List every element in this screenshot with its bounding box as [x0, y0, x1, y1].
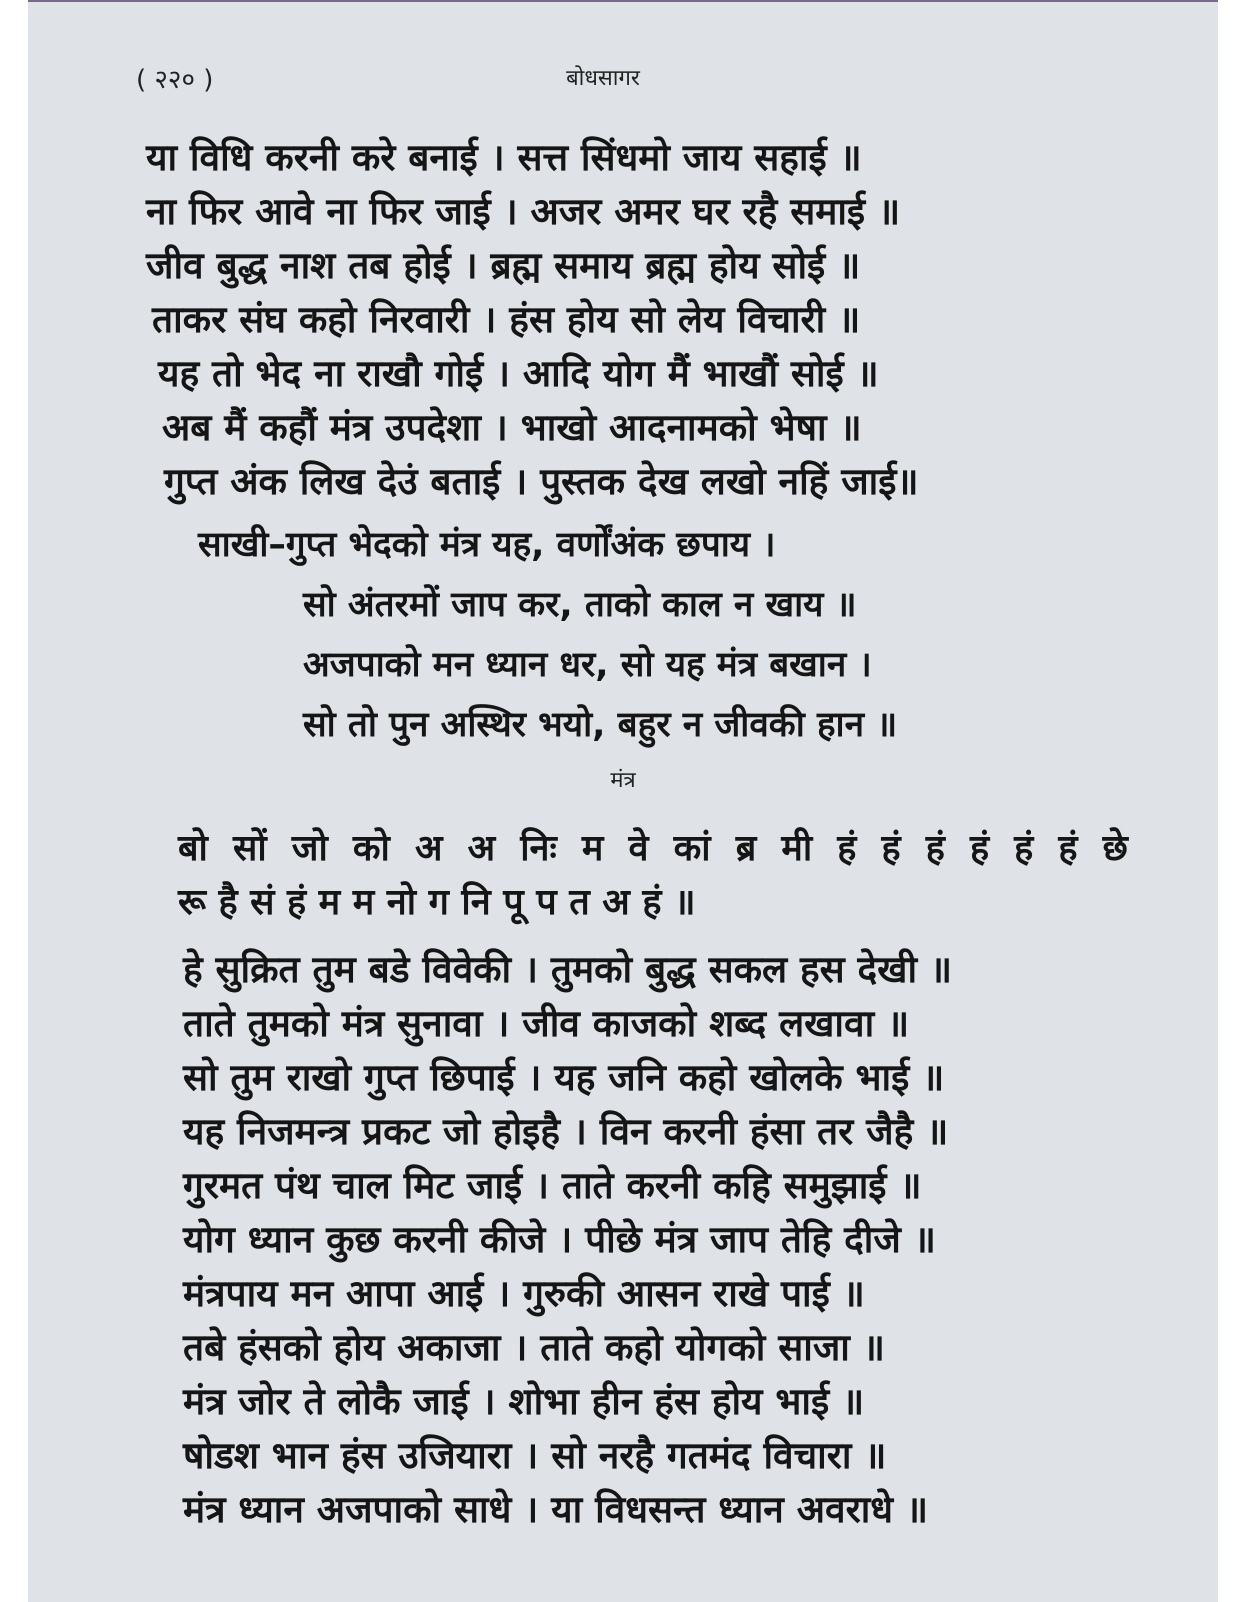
verse-line: ताते तुमको मंत्र सुनावा । जीव काजको शब्द लखावा ॥ — [183, 1002, 910, 1045]
mantra-line-2: रू है सं हं म म नो ग नि पू प त अ हं ॥ — [178, 882, 696, 923]
verse-line: ना फिर आवे ना फिर जाई । अजर अमर घर रहै समाई ॥ — [146, 190, 901, 233]
verse-line: तबे हंसको होय अकाजा । ताते कहो योगको साजा ॥ — [183, 1326, 885, 1369]
running-title: बोधसागर — [566, 66, 640, 91]
verse-line: यह तो भेद ना राखौ गोई । आदि योग मैं भाखौं सोई ॥ — [158, 352, 879, 395]
verse-line: या विधि करनी करे बनाई । सत्त सिंधमो जाय सहाई ॥ — [146, 136, 862, 179]
page-header — [28, 60, 1218, 100]
verse-line: मंत्रपाय मन आपा आई । गुरुकी आसन राखे पाई ॥ — [183, 1272, 865, 1315]
verse-line: गुप्त अंक लिख देउं बताई । पुस्तक देख लखो नहिं जाई॥ — [164, 460, 919, 503]
mantra-line-1: बो सों जो को अ अ निः म वे कां ब्र मी हं हं हं हं हं हं छे — [178, 828, 1128, 869]
verse-line: सो तुम राखो गुप्त छिपाई । यह जनि कहो खोलके भाई ॥ — [183, 1056, 945, 1099]
verse-line: यह निजमन्त्र प्रकट जो होइहै । विन करनी हंसा तर जैहै ॥ — [183, 1110, 949, 1153]
sakhi-line: साखी–गुप्त भेदको मंत्र यह, वर्णोंअंक छपाय । — [198, 525, 776, 565]
verse-line: षोडश भान हंस उजियारा । सो नरहै गतमंद विचारा ॥ — [183, 1434, 887, 1477]
verse-line: जीव बुद्ध नाश तब होई । ब्रह्म समाय ब्रह्म होय सोई ॥ — [146, 244, 861, 287]
sakhi-line: सो तो पुन अस्थिर भयो, बहुर न जीवकी हान ॥ — [303, 705, 898, 745]
verse-line: हे सुक्रित तुम बडे विवेकी । तुमको बुद्ध सकल हस देखी ॥ — [183, 948, 953, 991]
mantra-heading: मंत्र — [610, 768, 636, 793]
verse-line: मंत्र ध्यान अजपाको साधे । या विधसन्त ध्यान अवराधे ॥ — [183, 1488, 929, 1531]
sakhi-line: सो अंतरमों जाप कर, ताको काल न खाय ॥ — [303, 585, 857, 625]
verse-line: योग ध्यान कुछ करनी कीजे । पीछे मंत्र जाप तेहि दीजे ॥ — [183, 1218, 936, 1261]
verse-line: अब मैं कहौं मंत्र उपदेशा । भाखो आदनामको भेषा ॥ — [162, 406, 862, 449]
sakhi-line: अजपाको मन ध्यान धर, सो यह मंत्र बखान । — [303, 645, 872, 685]
verse-line: गुरमत पंथ चाल मिट जाई । ताते करनी कहि समुझाई ॥ — [183, 1164, 922, 1207]
page-number: ( २२० ) — [136, 65, 214, 95]
verse-line: मंत्र जोर ते लोकै जाई । शोभा हीन हंस होय भाई ॥ — [183, 1380, 865, 1423]
book-page — [28, 0, 1218, 1602]
verse-line: ताकर संघ कहो निरवारी । हंस होय सो लेय विचारी ॥ — [152, 298, 861, 341]
